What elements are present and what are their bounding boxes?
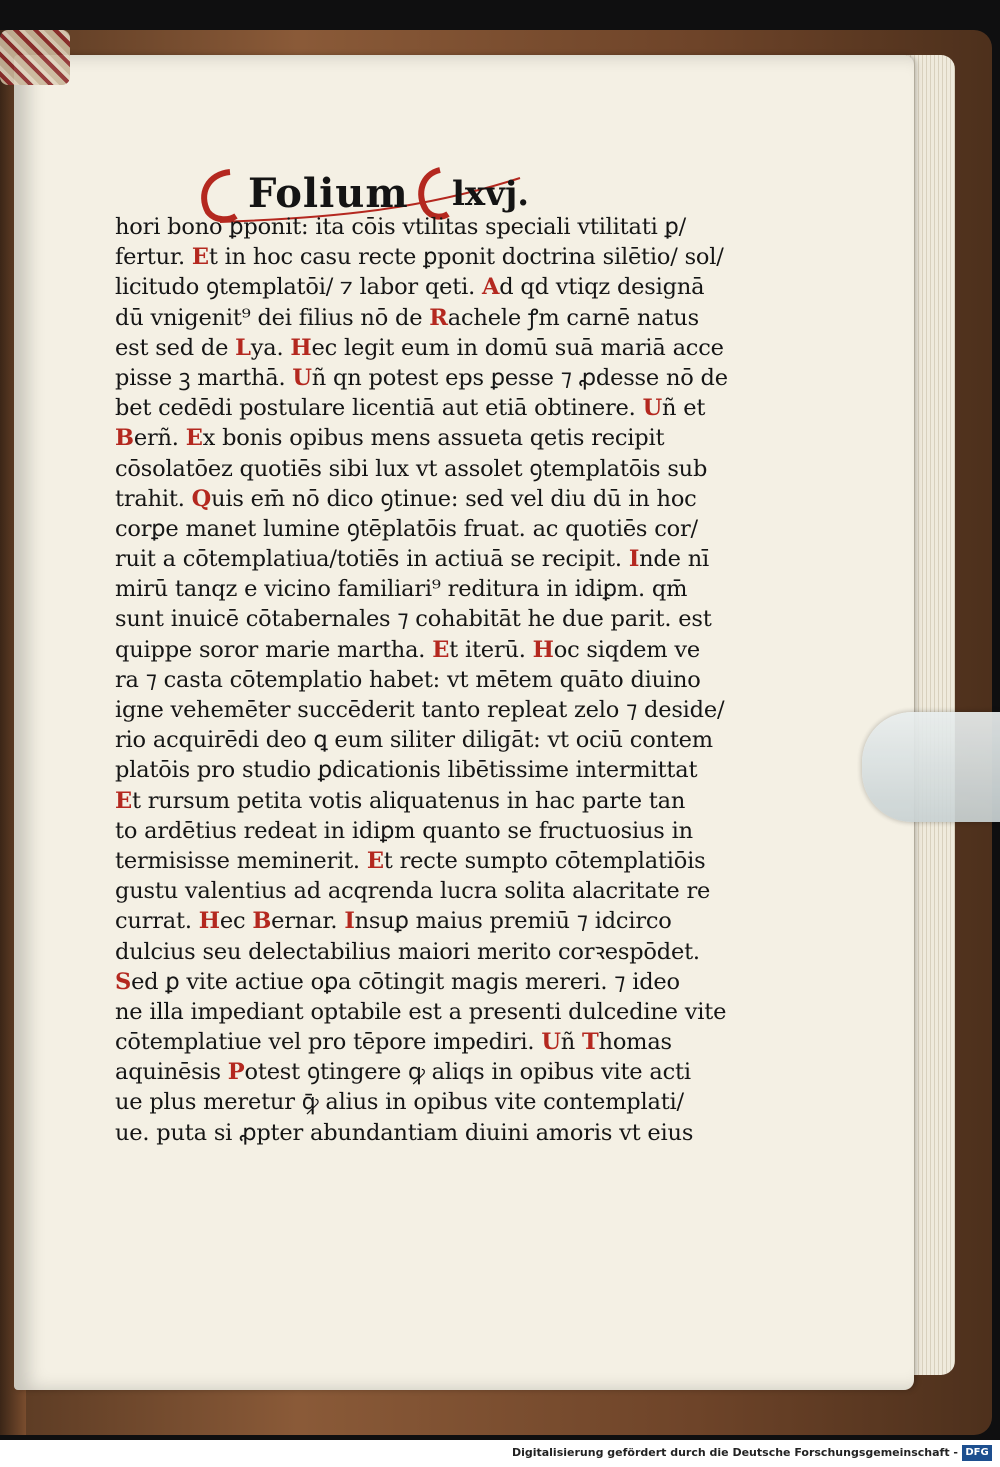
text-run: gustu valentius ad acqrenda lucra solita alacritate re <box>115 878 711 905</box>
text-line <box>115 272 740 302</box>
rubricated-initial: B <box>252 908 272 935</box>
text-line <box>115 1027 740 1057</box>
dfg-logo-icon: DFG <box>962 1445 992 1461</box>
text-run: ec <box>219 908 253 935</box>
rubricated-initial: E <box>191 244 209 271</box>
text-line <box>115 695 740 725</box>
text-line <box>115 755 740 785</box>
text-run: licitudo ꝯtemplatōi/ ⁊ labor qeti. <box>115 274 483 301</box>
text-line <box>115 846 740 876</box>
text-run: fertur. <box>115 244 192 271</box>
text-run: t recte sumpto cōtemplatiōis <box>383 847 706 874</box>
text-run: ñ qn potest eps ꝑesse ⁊ ꝓdesse nō de <box>311 364 728 391</box>
rubricated-initial: R <box>429 304 448 331</box>
rubricated-initial: U <box>642 395 662 422</box>
text-line <box>115 906 740 936</box>
text-line <box>115 665 740 695</box>
text-line <box>115 997 740 1027</box>
rubricated-initial: E <box>185 425 203 452</box>
text-run: uis em̄ nō dico ꝯtinue: sed vel diu dū in hoc <box>211 485 697 512</box>
text-run: mirū tanqz e vicino familiari⁹ reditura in idiꝑm. qm̄ <box>115 576 688 603</box>
page-clip <box>862 712 1000 822</box>
rubricated-initial: B <box>115 425 134 452</box>
text-run: ruit a cōtemplatiua/totiēs in actiuā se recipit. <box>115 546 629 573</box>
text-run: nsuꝑ maius premiū ⁊ idcirco <box>354 908 672 935</box>
text-line <box>115 212 740 242</box>
text-run: ñ <box>560 1029 582 1056</box>
text-run: ue. puta si ꝓpter abundantiam diuini amoris vt eius <box>115 1119 694 1146</box>
text-run: pisse ꝫ marthā. <box>115 364 293 391</box>
rubricated-initial: A <box>482 274 500 301</box>
text-run: dulcius seu delectabilius maiori merito corꝛespōdet. <box>115 938 700 965</box>
text-run: aquinēsis <box>115 1059 228 1086</box>
text-run: cōsolatōez quotiēs sibi lux vt assolet ꝯtemplatōis sub <box>115 455 708 482</box>
text-line <box>115 423 740 453</box>
text-line <box>115 544 740 574</box>
text-line <box>115 604 740 634</box>
text-run: currat. <box>115 908 199 935</box>
text-line <box>115 937 740 967</box>
text-line <box>115 484 740 514</box>
text-run: t iterū. <box>449 636 533 663</box>
text-line <box>115 333 740 363</box>
folio-word: Folium <box>248 170 409 217</box>
rubricated-initial: I <box>344 908 355 935</box>
headband <box>0 30 70 85</box>
text-line <box>115 454 740 484</box>
text-line <box>115 816 740 846</box>
rubricated-initial: H <box>532 636 554 663</box>
text-line <box>115 393 740 423</box>
text-line <box>115 876 740 906</box>
text-line <box>115 1057 740 1087</box>
text-run: trahit. <box>115 485 192 512</box>
rubricated-initial: S <box>115 968 132 995</box>
text-run: bet cedēdi postulare licentiā aut etiā obtinere. <box>115 395 643 422</box>
text-run: ue plus meretur ꝙ̄ alius in opibus vite contemplati/ <box>115 1089 684 1116</box>
text-run: rio acquirēdi deo ꝗ eum siliter diligāt: vt ociū contem <box>115 727 713 754</box>
text-run: erñ. <box>133 425 186 452</box>
text-line <box>115 242 740 272</box>
text-run: ec legit eum in domū suā mariā acce <box>311 334 724 361</box>
text-line <box>115 303 740 333</box>
text-line <box>115 1087 740 1117</box>
text-run: dū vnigenit⁹ dei filius nō de <box>115 304 430 331</box>
text-run: ernar. <box>271 908 345 935</box>
rubricated-initial: U <box>292 364 312 391</box>
folio-number: lxvj. <box>452 174 530 214</box>
body-text <box>115 212 740 1148</box>
rubricated-initial: U <box>541 1029 561 1056</box>
text-run: t rursum petita votis aliquatenus in hac parte tan <box>131 787 686 814</box>
text-run: ed ꝑ vite actiue oꝑa cōtingit magis mereri. ⁊ ideo <box>131 968 680 995</box>
rubricated-initial: H <box>290 334 312 361</box>
text-run: achele ꝭm carnē natus <box>447 304 699 331</box>
funding-credit: Digitalisierung gefördert durch die Deutsche Forschungsgemeinschaft - <box>511 1446 958 1459</box>
text-run: platōis pro studio ꝑdicationis libētissime intermittat <box>115 757 698 784</box>
rubricated-initial: E <box>115 787 132 814</box>
text-run: oc siqdem ve <box>553 636 700 663</box>
rubricated-initial: L <box>235 334 251 361</box>
text-run: homas <box>598 1029 672 1056</box>
text-line <box>115 725 740 755</box>
rubricated-initial: T <box>582 1029 599 1056</box>
text-run: igne vehemēter succēderit tanto repleat zelo ⁊ deside/ <box>115 697 725 723</box>
text-run: ra ⁊ casta cōtemplatio habet: vt mētem quāto diuino <box>115 666 701 693</box>
text-line <box>115 574 740 604</box>
text-run: ne illa impediant optabile est a presenti dulcedine vite <box>115 998 727 1025</box>
text-line <box>115 635 740 665</box>
text-run: hori bono ꝑponit: ita cōis vtilitas speciali vtilitati ꝑ/ <box>115 214 686 240</box>
text-line <box>115 967 740 997</box>
text-run: ñ et <box>661 395 706 422</box>
text-run: t in hoc casu recte ꝑponit doctrina silētio/ sol/ <box>208 244 724 271</box>
text-line <box>115 786 740 816</box>
rubricated-initial: I <box>628 546 640 573</box>
rubricated-initial: E <box>366 847 384 874</box>
text-run: to ardētius redeat in idiꝑm quanto se fructuosius in <box>115 817 693 844</box>
text-run: nde nī <box>639 546 709 573</box>
text-run: quippe soror marie martha. <box>115 636 433 663</box>
text-line <box>115 363 740 393</box>
rubricated-initial: E <box>432 636 450 663</box>
text-run: d qd vtiqz designā <box>499 274 705 301</box>
rubricated-initial: H <box>198 908 220 935</box>
text-line <box>115 514 740 544</box>
text-run: sunt inuicē cōtabernales ⁊ cohabitāt he due parit. est <box>115 606 712 633</box>
text-run: ya. <box>250 334 291 361</box>
text-run: est sed de <box>115 334 236 361</box>
text-line <box>115 1118 740 1148</box>
rubricated-initial: P <box>227 1059 245 1086</box>
text-run: otest ꝯtingere ꝙ aliqs in opibus vite acti <box>244 1059 691 1086</box>
text-run: corꝑe manet lumine ꝯtēplatōis fruat. ac quotiēs cor/ <box>115 515 698 542</box>
rubricated-initial: Q <box>191 485 212 512</box>
text-run: x bonis opibus mens assueta qetis recipit <box>202 425 665 452</box>
footer-bar <box>0 1440 1000 1467</box>
text-run: termisisse meminerit. <box>115 847 367 874</box>
text-run: cōtemplatiue vel pro tēpore impediri. <box>115 1029 542 1056</box>
